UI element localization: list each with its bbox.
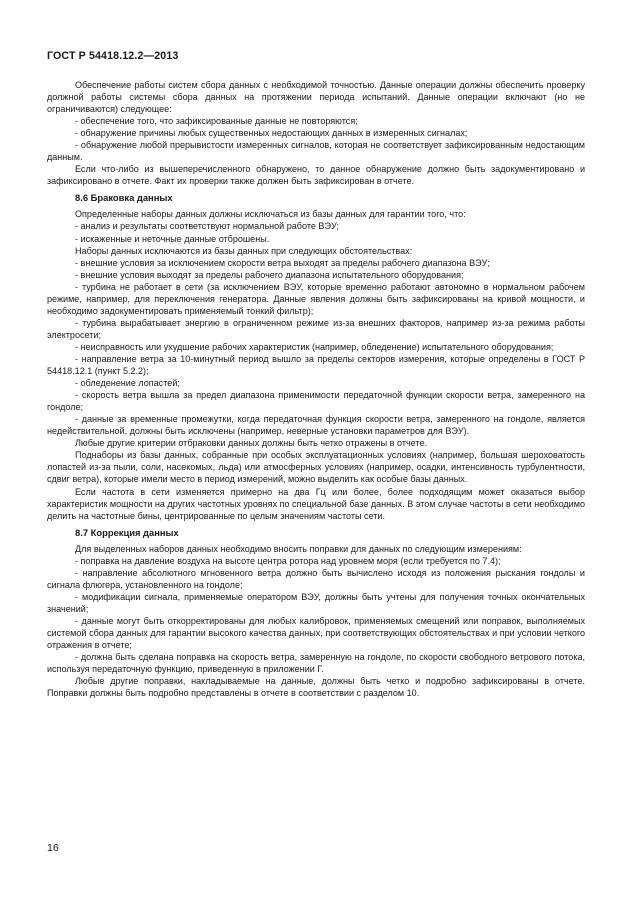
list-item: - искаженные и неточные данные отброшены.: [75, 233, 270, 244]
list-item: - обнаружение причины любых существенных недостающих данных в измеренных сигналах;: [75, 128, 468, 139]
list-item: - данные могут быть откорректированы для любых калибровок, применяемых смещений или поправок, выполняемых системой сбора данных для гарантии высокого качества данных, при соответствующих обстоятельствах и при условии четкого отражения в отчете;: [47, 615, 585, 651]
paragraph: Любые другие критерии отбраковки данных должны быть четко отражены в отчете.: [75, 438, 427, 449]
list-item: - обледенение лопастей;: [75, 378, 180, 389]
list-item: - анализ и результаты соответствуют нормальной работе ВЭУ;: [75, 221, 340, 232]
list-item: - модификации сигнала, применяемые оператором ВЭУ, должны быть учтены для получения точных окончательных значений;: [47, 591, 585, 614]
list-item: - обеспечение того, что зафиксированные данные не повторяются;: [75, 116, 358, 127]
list-item: - направление абсолютного мгновенного ветра должно быть вычислено исходя из положения рыскания гондолы и сигнала флюгера, установленного на гондоле;: [47, 567, 585, 590]
paragraph: Для выделенных наборов данных необходимо вносить поправки для данных по следующим измерениям:: [75, 543, 522, 554]
paragraph: Если частота в сети изменяется примерно на два Гц или более, более подходящим может оказаться выбор характеристик мощности на других частотных уровнях по специальной базе данных. В этом случае частоты в сети необходимо делить на частотные бины, центрированные по целым значениям частоты сети.: [47, 486, 585, 521]
list-item: - турбина вырабатывает энергию в ограниченном режиме из-за внешних факторов, например из-за режима работы электросети;: [47, 317, 585, 340]
page-number: 16: [47, 842, 59, 854]
document-header: ГОСТ Р 54418.12.2—2013: [47, 50, 179, 62]
document-body: [47, 79, 585, 699]
list-item: - поправка на давление воздуха на высоте центра ротора над уровнем моря (если требуется по 7.4);: [75, 555, 501, 566]
list-item: - внешние условия за исключением скорости ветра выходят за пределы рабочего диапазона ВЭУ;: [75, 257, 490, 268]
list-item: - данные за временные промежутки, когда передаточная функция скорости ветра, замеренного на гондоле, является недействительной, должны быть исключены (например, неверные установки параметров для ВЭУ).: [47, 414, 585, 437]
list-item: - неисправность или ухудшение рабочих характеристик (например, обледенение) испытательного оборудования;: [75, 341, 554, 352]
paragraph: Поднаборы из базы данных, собранные при особых эксплуатационных условиях (например, большая шероховатость лопастей из-за пыли, соли, насекомых, льда) или атмосферных условиях (например, осадки, интенсивность турбулентности, сдвиг ветра), которые имели место в период измерений, можно выделить как особые базы данных.: [47, 450, 585, 485]
paragraph: Если что-либо из вышеперечисленного обнаружено, то данное обнаружение должно быть задокументировано и зафиксировано в отчете. Факт их проверки также должен быть зафиксирован в отчете.: [47, 164, 585, 187]
list-item: - турбина не работает в сети (за исключением ВЭУ, которые временно работают автономно в нормальном рабочем режиме, например, для переключения генератора. Данные явления должны быть зафиксированы на кривой мощности, и необходимо задокументировать применяемый тонкий фильтр);: [47, 281, 585, 316]
list-item: - должна быть сделана поправка на скорость ветра, замеренную на гондоле, по скорости свободного ветрового потока, используя передаточную функцию, приведенную в приложении Г.: [47, 652, 585, 675]
paragraph: Любые другие поправки, накладываемые на данные, должны быть четко и подробно зафиксированы в отчете. Поправки должны быть подробно представлены в отчете в соответствии с разделом 10.: [47, 676, 585, 699]
list-item: - внешние условия выходят за пределы рабочего диапазона испытательного оборудования;: [75, 269, 464, 280]
section-heading-8-7: 8.7 Коррекция данных: [75, 526, 179, 538]
section-heading-8-6: 8.6 Браковка данных: [75, 192, 173, 204]
list-item: - направление ветра за 10-минутный период вышло за пределы секторов измерения, которые определены в ГОСТ Р 54418.12.1 (пункт 5.2.2);: [47, 353, 585, 377]
paragraph: Обеспечение работы систем сбора данных с необходимой точностью. Данные операции должны обеспечить проверку должной работы системы сбора данных на протяжении периода испытаний. Данные операции включают (но не ограничиваются) следующее:: [47, 80, 585, 115]
paragraph: Наборы данных исключаются из базы данных при следующих обстоятельствах:: [75, 245, 413, 256]
paragraph: Определенные наборы данных должны исключаться из базы данных для гарантии того, что:: [75, 209, 466, 220]
list-item: - скорость ветра вышла за предел диапазона применимости передаточной функции скорости ветра, замеренного на гондоле;: [47, 390, 585, 413]
list-item: - обнаружение любой прерывистости измеренных сигналов, которая не соответствует зафиксированным недостающим данным.: [47, 140, 585, 163]
